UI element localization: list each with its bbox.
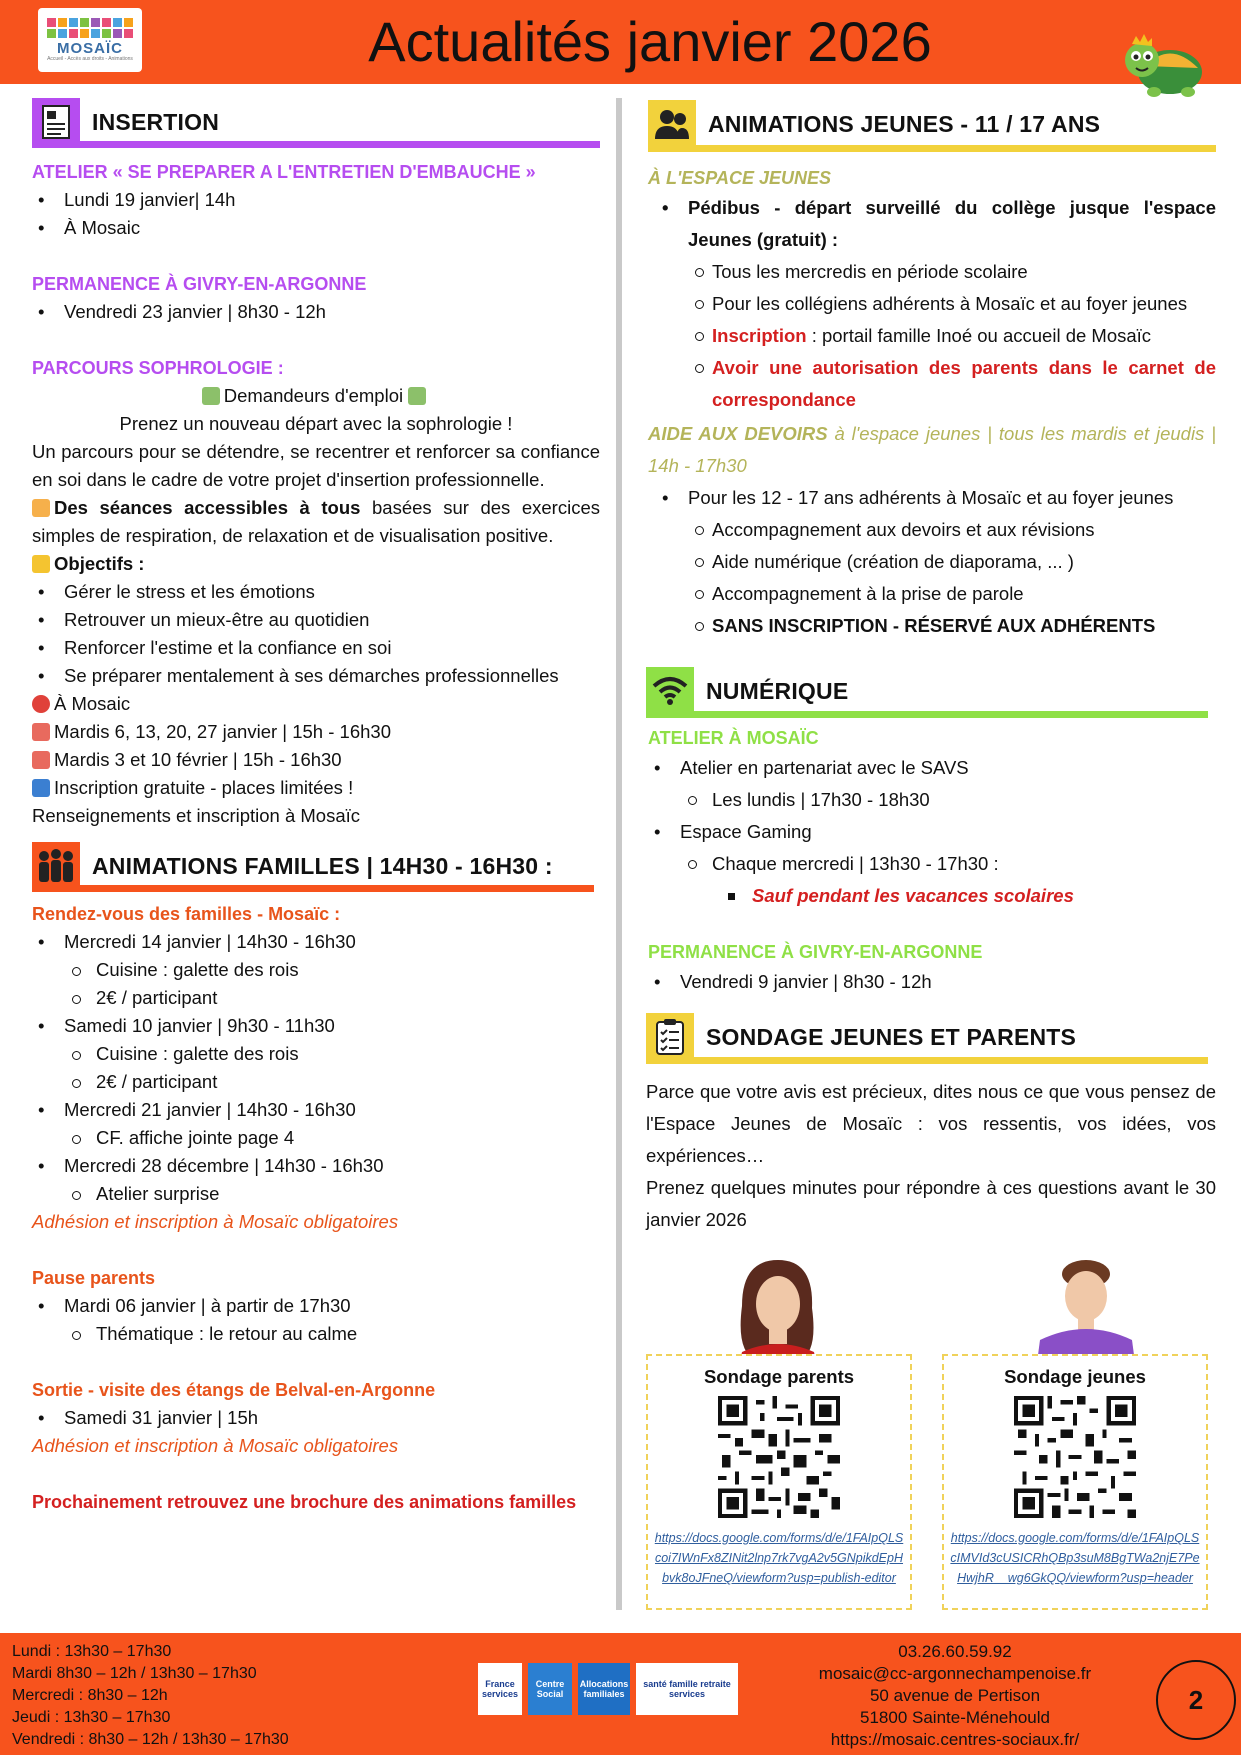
inscription-item <box>648 320 1216 352</box>
address-line-1: 50 avenue de Pertison <box>869 1686 1041 1705</box>
hours-line: Mercredi : 8h30 – 12h <box>12 1687 168 1704</box>
list-item: • Samedi 31 janvier | 15h <box>32 1404 600 1432</box>
objectifs-label: Objectifs : <box>54 553 145 574</box>
list-item: Aide numérique (création de diaporama, ... ) <box>648 546 1216 578</box>
mosaic-logo <box>38 8 142 72</box>
sondage-title: SONDAGE JEUNES ET PARENTS <box>706 1023 1077 1050</box>
list-item: • Espace Gaming <box>648 816 1216 848</box>
numerique-title: NUMÉRIQUE <box>706 677 849 704</box>
list-item: • Gérer le stress et les émotions <box>32 578 600 606</box>
pedibus-list <box>648 192 1216 256</box>
list-item: • Mardi 06 janvier | à partir de 17h30 <box>32 1292 600 1320</box>
website-link[interactable]: https://mosaic.centres-sociaux.fr/ <box>830 1730 1080 1749</box>
event-item: • Mercredi 14 janvier | 14h30 - 16h30 <box>32 928 600 956</box>
objectifs-list <box>32 578 600 690</box>
sophrologie-audience <box>32 382 600 410</box>
list-item: • Se préparer mentalement à ses démarches professionnelles <box>32 662 600 690</box>
qr-code-icon[interactable] <box>718 1396 840 1518</box>
clipboard-checklist-icon <box>646 1013 694 1061</box>
numerique-underline <box>646 711 1208 718</box>
numerique-details <box>648 784 1216 816</box>
inscription-label: Inscription <box>712 325 807 346</box>
events-list <box>32 1152 600 1180</box>
sophrologie-place <box>32 690 600 718</box>
aide-devoirs-line <box>648 418 1216 482</box>
list-item: • À Mosaic <box>32 214 600 242</box>
event-item: • Mercredi 28 décembre | 14h30 - 16h30 <box>32 1152 600 1180</box>
sondage-jeunes-link[interactable]: https://docs.google.com/forms/d/e/1FAIpQLScIMVId3cUSICRhQBp3suM8BgTWa2njE7PeHwjhR__wg6GkQQ/viewform?usp=header <box>950 1531 1200 1585</box>
event-detail: Cuisine : galette des rois <box>32 1040 600 1068</box>
list-item: Les lundis | 17h30 - 18h30 <box>648 784 1216 816</box>
place-text: À Mosaic <box>54 693 131 714</box>
event-detail: CF. affiche jointe page 4 <box>32 1124 600 1152</box>
list-item: • Atelier en partenariat avec le SAVS <box>648 752 1216 784</box>
survey-cards <box>646 1256 1208 1612</box>
cv-document-icon <box>32 98 80 146</box>
numerique-details <box>648 848 1216 880</box>
adhesion-note-1: Adhésion et inscription à Mosaïc obligatoires <box>32 1211 399 1232</box>
pause-parents-title: Pause parents <box>32 1268 156 1288</box>
logo-tiles <box>47 18 133 38</box>
right-column <box>648 96 1216 1236</box>
event-detail: Cuisine : galette des rois <box>32 956 600 984</box>
hours-line: Mardi 8h30 – 12h / 13h30 – 17h30 <box>12 1665 257 1682</box>
atelier-mosaic-title: ATELIER À MOSAÏC <box>648 728 819 748</box>
sondage-section-header <box>646 1010 1216 1064</box>
event-item: • Samedi 10 janvier | 9h30 - 11h30 <box>32 1012 600 1040</box>
rdv-familles-title: Rendez-vous des familles - Mosaïc : <box>32 904 341 924</box>
msa-logo: santé famille retraite services <box>636 1663 738 1715</box>
adhesion-note-2: Adhésion et inscription à Mosaïc obligatoires <box>32 1435 399 1456</box>
sortie-title: Sortie - visite des étangs de Belval-en-Argonne <box>32 1380 436 1400</box>
dates2-text: Mardis 3 et 10 février | 15h - 16h30 <box>54 749 342 770</box>
hours-line: Lundi : 13h30 – 17h30 <box>12 1643 172 1660</box>
permanence-givry-title: PERMANENCE À GIVRY-EN-ARGONNE <box>32 274 367 294</box>
phone[interactable]: 03.26.60.59.92 <box>898 1642 1012 1661</box>
devoirs-details <box>648 514 1216 642</box>
inscription-rest: : portail famille Inoé ou accueil de Mosaïc <box>806 325 1152 346</box>
people-icon <box>32 499 50 517</box>
list-item: Thématique : le retour au calme <box>32 1320 600 1348</box>
list-item: • Pour les 12 - 17 ans adhérents à Mosaïc et au foyer jeunes <box>648 482 1216 514</box>
page-footer <box>0 1633 1241 1755</box>
numerique-list <box>648 816 1216 848</box>
espace-jeunes-title: À L'ESPACE JEUNES <box>648 168 831 188</box>
list-item: SANS INSCRIPTION - RÉSERVÉ AUX ADHÉRENTS <box>648 610 1216 642</box>
events-list <box>32 1012 600 1040</box>
permanence-num-list <box>648 966 1216 998</box>
sondage-jeunes-card[interactable] <box>942 1354 1208 1610</box>
logo-text: MOSAÏC <box>57 40 123 57</box>
gaming-note-list <box>648 880 1216 912</box>
sophrologie-dates-2 <box>32 746 600 774</box>
events-list <box>32 928 600 956</box>
page-title: Actualités janvier 2026 <box>368 10 932 73</box>
leaf-icon <box>408 387 426 405</box>
familles-title: ANIMATIONS FAMILLES | 14H30 - 16H30 : <box>92 852 553 879</box>
list-item: Accompagnement aux devoirs et aux révisions <box>648 514 1216 546</box>
page-header <box>0 0 1241 84</box>
list-item: Pour les collégiens adhérents à Mosaïc et au foyer jeunes <box>648 288 1216 320</box>
sondage-text-1: Parce que votre avis est précieux, dites nous ce que vous pensez de l'Espace Jeunes de Mosaïc : vos ressentis, vos idées, vos expériences… <box>646 1081 1216 1166</box>
atelier-entretien-list <box>32 186 600 242</box>
list-item: Accompagnement à la prise de parole <box>648 578 1216 610</box>
calendar-icon <box>32 751 50 769</box>
centre-social-logo: Centre Social <box>528 1663 572 1715</box>
event-details <box>32 1180 600 1208</box>
dates1-text: Mardis 6, 13, 20, 27 janvier | 15h - 16h30 <box>54 721 391 742</box>
left-column <box>32 96 600 1516</box>
sessions-rest: basées sur des exercices simples de respiration, de relaxation et de visualisation positive. <box>32 497 600 546</box>
wifi-icon <box>646 667 694 715</box>
sortie-list <box>32 1404 600 1432</box>
brochure-note: Prochainement retrouvez une brochure des animations familles <box>32 1492 577 1512</box>
sophrologie-audience-text: Demandeurs d'emploi <box>223 385 404 406</box>
devoirs-label: AIDE AUX DEVOIRS <box>648 423 828 444</box>
pedibus-details <box>648 256 1216 416</box>
sondage-parents-label: Sondage parents <box>703 1366 855 1387</box>
sondage-jeunes-label: Sondage jeunes <box>1004 1366 1146 1387</box>
jeunes-section-header <box>648 96 1216 152</box>
list-item: Sauf pendant les vacances scolaires <box>648 880 1216 912</box>
logo-subtitle: Accueil - Accès aux droits - Animations <box>47 56 133 62</box>
event-details <box>32 1124 600 1152</box>
leaf-icon <box>202 387 220 405</box>
partner-logos <box>478 1663 738 1715</box>
page-number: 2 <box>1156 1660 1236 1740</box>
list-item: • Renforcer l'estime et la confiance en soi <box>32 634 600 662</box>
sondage-underline <box>646 1057 1208 1064</box>
autorisation-item: Avoir une autorisation des parents dans le carnet de correspondance <box>648 352 1216 416</box>
permanence-givry-list <box>32 298 600 326</box>
atelier-entretien-title: ATELIER « SE PREPARER A L'ENTRETIEN D'EMBAUCHE » <box>32 162 536 182</box>
family-icon <box>32 842 80 890</box>
sophrologie-sessions <box>32 494 600 550</box>
familles-underline <box>32 885 594 892</box>
pedibus-item: • Pédibus - départ surveillé du collège jusque l'espace Jeunes (gratuit) : <box>648 192 1216 256</box>
sophrologie-title: PARCOURS SOPHROLOGIE : <box>32 358 284 378</box>
sondage-parents-link[interactable]: https://docs.google.com/forms/d/e/1FAIpQLScoi7IWnFx8ZINit2lnp7rk7vgA2v5GNpikdEpHbvk8oJFneQ/viewform?usp=publish-editor <box>654 1531 904 1585</box>
users-icon <box>648 100 696 148</box>
permanence-givry-num-title: PERMANENCE À GIVRY-EN-ARGONNE <box>648 942 983 962</box>
objectifs-label-row <box>32 550 600 578</box>
arrow-right-icon <box>32 779 50 797</box>
numerique-list <box>648 752 1216 784</box>
event-detail: 2€ / participant <box>32 984 600 1012</box>
list-item: • Lundi 19 janvier| 14h <box>32 186 600 214</box>
sondage-text-2: Prenez quelques minutes pour répondre à ces questions avant le 30 janvier 2026 <box>646 1177 1216 1230</box>
caf-logo: Allocations familiales <box>578 1663 630 1715</box>
events-list <box>32 1096 600 1124</box>
address-line-2: 51800 Sainte-Ménehould <box>860 1708 1050 1727</box>
pause-details <box>32 1320 600 1348</box>
list-item: • Vendredi 23 janvier | 8h30 - 12h <box>32 298 600 326</box>
list-item: Tous les mercredis en période scolaire <box>648 256 1216 288</box>
list-item: • Retrouver un mieux-être au quotidien <box>32 606 600 634</box>
hours-line: Jeudi : 13h30 – 17h30 <box>12 1709 171 1726</box>
sessions-bold: Des séances accessibles à tous <box>54 497 361 518</box>
jeunes-title: ANIMATIONS JEUNES - 11 / 17 ANS <box>708 110 1101 137</box>
devoirs-rest: à l'espace jeunes | tous les mardis et jeudis | 14h - 17h30 <box>648 423 1216 476</box>
list-item: Chaque mercredi | 13h30 - 17h30 : <box>648 848 1216 880</box>
event-item: • Mercredi 21 janvier | 14h30 - 16h30 <box>32 1096 600 1124</box>
jeunes-underline <box>648 145 1216 152</box>
list-item: • Vendredi 9 janvier | 8h30 - 12h <box>648 966 1216 998</box>
calendar-icon <box>32 723 50 741</box>
insertion-section-header <box>32 96 600 148</box>
column-divider <box>616 98 622 1610</box>
numerique-section-header <box>646 664 1216 718</box>
insertion-title: INSERTION <box>92 108 220 135</box>
sophrologie-description: Un parcours pour se détendre, se recentrer et renforcer sa confiance en soi dans le cadre de votre projet d'insertion professionnelle. <box>32 441 600 490</box>
sophrologie-dates-1 <box>32 718 600 746</box>
sophrologie-tagline: Prenez un nouveau départ avec la sophrologie ! <box>119 413 513 434</box>
event-details <box>32 1040 600 1096</box>
sophrologie-inscription <box>32 774 600 802</box>
contact-info <box>770 1641 1140 1751</box>
hours-line: Vendredi : 8h30 – 12h / 13h30 – 17h30 <box>12 1731 289 1748</box>
pause-list <box>32 1292 600 1320</box>
sondage-parents-card[interactable] <box>646 1354 912 1610</box>
event-detail: 2€ / participant <box>32 1068 600 1096</box>
france-services-logo: France services <box>478 1663 522 1715</box>
event-detail: Atelier surprise <box>32 1180 600 1208</box>
familles-section-header <box>32 840 600 892</box>
devoirs-list <box>648 482 1216 514</box>
inscription-text: Inscription gratuite - places limitées ! <box>54 777 354 798</box>
pin-icon <box>32 695 50 713</box>
sparkles-icon <box>32 555 50 573</box>
event-details <box>32 956 600 1012</box>
qr-code-icon[interactable] <box>1014 1396 1136 1518</box>
insertion-underline <box>32 141 600 148</box>
email[interactable]: mosaic@cc-argonnechampenoise.fr <box>818 1664 1092 1683</box>
turtle-mascot-icon <box>1118 26 1208 102</box>
opening-hours <box>12 1641 289 1751</box>
sophrologie-renseignements: Renseignements et inscription à Mosaïc <box>32 805 361 826</box>
